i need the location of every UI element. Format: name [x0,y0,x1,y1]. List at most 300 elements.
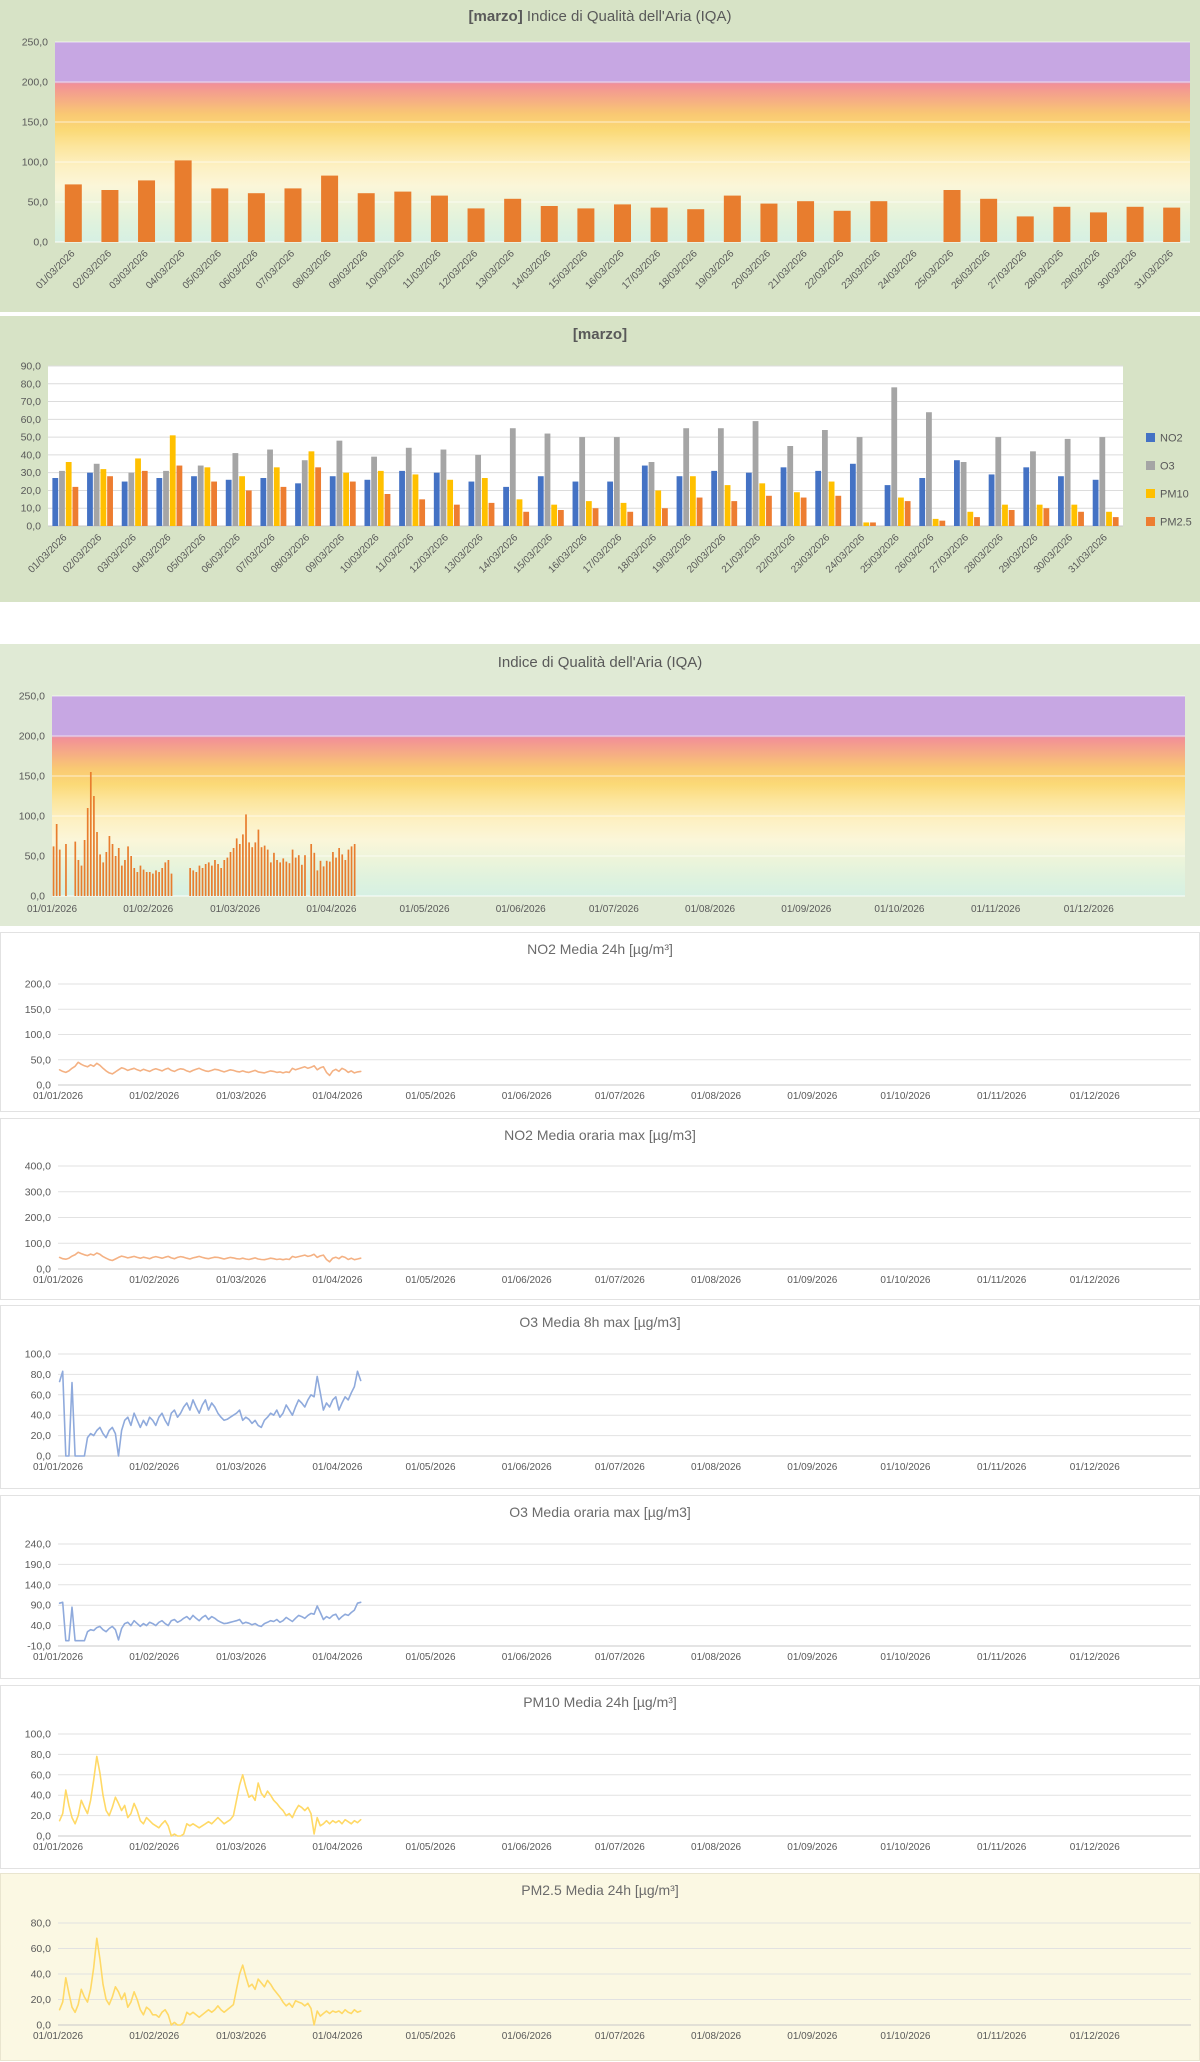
x-axis-date-label: 31/03/2026 [1066,532,1110,576]
x-axis-month-label: 01/06/2026 [501,1652,552,1663]
bar [164,862,166,896]
legend-swatch-pm10 [1146,489,1155,498]
y-axis-tick-label: 0,0 [36,1079,51,1092]
bar-pm2.5 [72,487,78,526]
bar-o3 [441,450,447,526]
bar-pm2.5 [593,508,599,526]
title-text: PM2.5 Media 24h [µg/m³] [521,1882,679,1898]
x-axis-month-label: 01/10/2026 [874,904,925,915]
x-axis-month-label: 01/02/2026 [129,1091,180,1102]
y-axis-tick-label: 60,0 [20,413,41,426]
y-axis-tick-label: 70,0 [20,396,41,409]
bar-pm10 [135,458,141,526]
bar-pm10 [343,473,349,526]
bar [944,190,961,242]
x-axis-date-label: 09/03/2026 [303,532,347,576]
bar-no2 [191,476,197,526]
y-axis-tick-label: 30,0 [20,467,41,480]
bar-pm10 [1002,505,1008,526]
x-axis-month-label: 01/08/2026 [691,1275,742,1286]
y-axis-tick-label: 200,0 [21,76,48,89]
y-axis-tick-label: 40,0 [30,1789,51,1802]
chart-svg-0 [0,0,1200,312]
legend-swatch-o3 [1146,461,1155,470]
x-axis-date-label: 14/03/2026 [510,248,554,292]
x-axis-month-label: 01/12/2026 [1069,1462,1120,1473]
x-axis-date-label: 30/03/2026 [1096,248,1140,292]
bar [254,842,256,896]
y-axis-tick-label: 80,0 [30,1917,51,1930]
chart-svg-6 [1,1496,1200,1680]
x-axis-month-label: 01/03/2026 [216,2031,267,2042]
bar [1017,216,1034,242]
x-axis-month-label: 01/06/2026 [501,1842,552,1853]
x-axis-month-label: 01/03/2026 [216,1091,267,1102]
chart-panel-no2-oraria-max [0,1118,1200,1300]
x-axis-month-label: 01/05/2026 [405,1462,456,1473]
bar-pm2.5 [870,522,876,526]
x-axis-month-label: 01/04/2026 [312,1842,363,1853]
bar [211,188,228,242]
bar-no2 [295,483,301,526]
bar-no2 [815,471,821,526]
x-axis-month-label: 01/09/2026 [787,1091,838,1102]
bar [292,850,294,896]
chart-panel-iqa-year [0,644,1200,926]
title-prefix: [marzo] [572,326,628,343]
bar [227,858,229,896]
bar [258,830,260,896]
bar-pm2.5 [731,501,737,526]
x-axis-month-label: 01/03/2026 [216,1462,267,1473]
y-axis-tick-label: 0,0 [36,1263,51,1276]
y-axis-tick-label: 140,0 [24,1579,51,1592]
title-text: Indice di Qualità dell'Aria (IQA) [522,8,732,25]
x-axis-date-label: 27/03/2026 [927,532,972,576]
bar [341,854,343,896]
bar [289,863,291,896]
x-axis-month-label: 01/10/2026 [880,1091,931,1102]
x-axis-month-label: 01/11/2026 [976,1091,1027,1102]
x-axis-month-label: 01/09/2026 [787,2031,838,2042]
bar [81,866,83,896]
x-axis-month-label: 01/06/2026 [501,1091,552,1102]
x-axis-month-label: 01/10/2026 [880,1652,931,1663]
x-axis-month-label: 01/04/2026 [312,1275,363,1286]
x-axis-month-label: 01/12/2026 [1063,904,1114,915]
y-axis-tick-label: 20,0 [30,1430,51,1443]
bar [78,860,80,896]
x-axis-date-label: 22/03/2026 [803,248,847,292]
bar [189,868,191,896]
y-axis-tick-label: 250,0 [18,690,45,703]
bar [760,204,777,242]
bar [242,834,244,896]
title-prefix: [marzo] [468,8,523,25]
x-axis-month-label: 01/07/2026 [594,1842,645,1853]
bar-no2 [885,485,891,526]
bar [199,866,201,896]
bar [332,852,334,896]
x-axis-date-label: 12/03/2026 [407,532,451,576]
bar [239,844,241,896]
x-axis-date-label: 13/03/2026 [442,532,486,576]
x-axis-date-label: 07/03/2026 [253,248,298,292]
y-axis-tick-label: 90,0 [30,1599,51,1612]
x-axis-date-label: 29/03/2026 [1059,248,1103,292]
x-axis-month-label: 01/11/2026 [976,1462,1027,1473]
x-axis-month-label: 01/08/2026 [685,904,736,915]
x-axis-date-label: 25/03/2026 [912,248,957,292]
pm10-24h-line-chart [1,1686,1199,1868]
y-axis-tick-label: 80,0 [30,1368,51,1381]
x-axis-month-label: 01/04/2026 [312,2031,363,2042]
bar-o3 [232,453,238,526]
x-axis-date-label: 16/03/2026 [583,248,627,292]
bar-pm10 [655,490,661,526]
chart-title-no2-oraria-max [1,1127,1199,1143]
y-axis-tick-label: 50,0 [24,850,45,863]
bar-no2 [503,487,509,526]
legend-swatch-no2 [1146,433,1155,442]
x-axis-month-label: 01/12/2026 [1069,1842,1120,1853]
bar-no2 [364,480,370,526]
bar-no2 [156,478,162,526]
x-axis-date-label: 28/03/2026 [1022,248,1066,292]
x-axis-date-label: 22/03/2026 [754,532,798,576]
bar [93,796,95,896]
iqa-year-bar-chart [0,644,1200,926]
x-axis-date-label: 11/03/2026 [400,248,444,291]
bar [109,836,111,896]
bar [326,861,328,896]
bar-o3 [59,471,65,526]
marzo-pollutants-grouped-bar-chart [0,316,1200,602]
bar [233,848,235,896]
x-axis-month-label: 01/08/2026 [691,1462,742,1473]
bar [65,184,82,242]
y-axis-tick-label: 0,0 [33,236,48,249]
bar-o3 [267,450,273,526]
x-axis-month-label: 01/03/2026 [216,1275,267,1286]
x-axis-date-label: 01/03/2026 [34,248,78,292]
bar-no2 [434,473,440,526]
y-axis-tick-label: 150,0 [21,116,48,129]
bar-o3 [371,457,377,526]
bar [335,858,337,896]
legend-label: PM2.5 [1160,516,1192,529]
bar-no2 [642,466,648,526]
x-axis-date-label: 05/03/2026 [164,532,209,576]
y-axis-tick-label: 60,0 [30,1769,51,1782]
bar [261,847,263,896]
bar [168,860,170,896]
chart-svg-4 [1,1119,1200,1301]
x-axis-month-label: 01/11/2026 [976,1652,1027,1663]
chart-title-iqa-year [0,654,1200,671]
bar [317,870,319,896]
x-axis-month-label: 01/01/2026 [32,1091,84,1102]
bar-pm10 [967,512,973,526]
bar-pm10 [170,435,176,526]
y-axis-tick-label: 150,0 [24,1003,51,1016]
bar-no2 [573,482,579,526]
x-axis-month-label: 01/10/2026 [880,1462,931,1473]
bar [90,772,92,896]
bar-pm2.5 [1009,510,1015,526]
bar-pm2.5 [627,512,633,526]
y-axis-tick-label: 60,0 [30,1943,51,1955]
bar [236,838,238,896]
bar-o3 [857,437,863,526]
y-axis-tick-label: -10,0 [27,1640,51,1653]
x-axis-date-label: 20/03/2026 [685,532,729,576]
iqa-marzo-bar-chart [0,0,1200,312]
bar-no2 [1023,467,1029,526]
x-axis-date-label: 24/03/2026 [823,532,868,576]
bar-pm10 [517,499,523,526]
bar [286,862,288,896]
x-axis-month-label: 01/06/2026 [501,1462,552,1473]
bar [577,208,594,242]
x-axis-month-label: 01/12/2026 [1069,2031,1120,2042]
bar-pm10 [794,492,800,526]
bar [115,856,117,896]
bar-pm2.5 [454,505,460,526]
y-axis-tick-label: 0,0 [36,1830,51,1843]
bar-pm2.5 [523,512,529,526]
bar-pm2.5 [177,466,183,526]
y-axis-tick-label: 80,0 [20,378,41,391]
bar [724,196,741,242]
bar-no2 [781,467,787,526]
bar [313,853,315,896]
x-axis-month-label: 01/04/2026 [312,1652,363,1663]
legend-label: O3 [1160,460,1175,473]
bar [149,872,151,896]
x-axis-month-label: 01/11/2026 [976,1275,1027,1286]
x-axis-date-label: 02/03/2026 [60,532,105,576]
bar [87,808,89,896]
bar [251,847,253,896]
y-axis-tick-label: 100,0 [18,810,45,823]
bar-pm2.5 [1043,508,1049,526]
chart-panel-pm10-24h [0,1685,1200,1869]
bar-pm10 [239,476,245,526]
title-text: O3 Media 8h max [µg/m3] [519,1314,681,1330]
bar-pm2.5 [246,490,252,526]
o3-8h-max-line-chart [1,1306,1199,1488]
y-axis-tick-label: 0,0 [36,1450,51,1463]
x-axis-month-label: 01/03/2026 [216,1652,267,1663]
bar [133,868,135,896]
x-axis-month-label: 01/05/2026 [405,1091,456,1102]
bar [195,872,197,896]
bar [304,855,306,896]
y-axis-tick-label: 0,0 [36,2019,51,2032]
bar [152,874,154,896]
bar [155,870,157,896]
bar [146,872,148,896]
x-axis-month-label: 01/08/2026 [691,1091,742,1102]
y-axis-tick-label: 20,0 [30,1994,51,2006]
y-axis-tick-label: 20,0 [20,484,41,497]
y-axis-tick-label: 40,0 [20,449,41,462]
bar [248,842,250,896]
bar [112,844,114,896]
data-line [60,1756,361,1836]
bar-o3 [579,437,585,526]
bar [171,874,173,896]
x-axis-date-label: 10/03/2026 [338,532,382,576]
y-axis-tick-label: 100,0 [24,1728,51,1741]
bar [651,208,668,242]
bar-o3 [163,471,169,526]
bar-pm10 [378,471,384,526]
chart-svg-7 [1,1686,1200,1870]
bar-pm2.5 [905,501,911,526]
bar-pm2.5 [801,498,807,526]
x-axis-month-label: 01/01/2026 [32,1462,84,1473]
x-axis-date-label: 20/03/2026 [729,248,774,292]
bar [208,862,210,896]
bar-o3 [406,448,412,526]
bar-o3 [94,464,100,526]
bar-no2 [538,476,544,526]
y-axis-tick-label: 200,0 [18,730,45,743]
x-axis-date-label: 30/03/2026 [1031,532,1076,576]
bar [130,856,132,896]
x-axis-date-label: 24/03/2026 [876,248,920,292]
y-axis-tick-label: 80,0 [30,1748,51,1761]
x-axis-month-label: 01/01/2026 [32,1652,84,1663]
bar [1127,207,1144,242]
x-axis-date-label: 29/03/2026 [997,532,1041,576]
bar [298,855,300,896]
bar-pm2.5 [350,482,356,526]
bar-pm10 [933,519,939,526]
bar [158,872,160,896]
bar-no2 [989,474,995,526]
bar-pm10 [482,478,488,526]
bar-no2 [469,482,475,526]
bar [230,852,232,896]
x-axis-month-label: 01/04/2026 [312,1462,363,1473]
bar-o3 [302,460,308,526]
bar-pm2.5 [107,476,113,526]
chart-svg-1 [0,316,1200,602]
bar [273,853,275,896]
bar [321,176,338,242]
x-axis-month-label: 01/09/2026 [781,904,832,915]
title-text: Indice di Qualità dell'Aria (IQA) [497,654,703,671]
x-axis-month-label: 01/12/2026 [1069,1275,1120,1286]
chart-title-pm10-24h [1,1694,1199,1710]
bar [1090,212,1107,242]
bar-pm2.5 [1078,512,1084,526]
bar [74,842,76,896]
bar-pm2.5 [419,499,425,526]
chart-title-o3-8h-max [1,1314,1199,1330]
bar [870,201,887,242]
bar [431,196,448,242]
bar [140,866,142,896]
x-axis-date-label: 15/03/2026 [546,248,591,292]
bar-o3 [1099,437,1105,526]
bar [276,860,278,896]
bar [53,846,55,896]
bar-pm10 [551,505,557,526]
bar [118,848,120,896]
bar [143,870,145,896]
x-axis-date-label: 16/03/2026 [546,532,590,576]
chart-svg-5 [1,1306,1200,1490]
bar-o3 [337,441,343,526]
x-axis-month-label: 01/02/2026 [129,1275,180,1286]
bar-o3 [614,437,620,526]
bar-pm2.5 [281,487,287,526]
bar [56,824,58,896]
x-axis-date-label: 18/03/2026 [615,532,659,576]
chart-svg-8 [1,1874,1200,2062]
bar-no2 [677,476,683,526]
x-axis-month-label: 01/12/2026 [1069,1091,1120,1102]
y-axis-tick-label: 0,0 [26,520,41,533]
bar [301,865,303,896]
y-axis-tick-label: 240,0 [24,1538,51,1551]
x-axis-month-label: 01/07/2026 [594,1652,645,1663]
bar [99,854,101,896]
bar-o3 [198,466,204,526]
x-axis-date-label: 25/03/2026 [858,532,902,576]
x-axis-month-label: 01/09/2026 [787,1842,838,1853]
bar-no2 [711,471,717,526]
legend-swatch-pm2.5 [1146,517,1155,526]
bar [138,180,155,242]
y-axis-tick-label: 190,0 [24,1558,51,1571]
bar [84,840,86,896]
chart-svg-2 [0,644,1200,926]
bar-pm10 [690,476,696,526]
bar-pm10 [204,467,210,526]
y-axis-tick-label: 100,0 [24,1029,51,1041]
x-axis-date-label: 04/03/2026 [144,248,188,292]
x-axis-month-label: 01/11/2026 [976,1842,1027,1853]
bar-no2 [52,478,58,526]
bar-o3 [961,462,967,526]
bar-o3 [475,455,481,526]
legend-label: NO2 [1160,432,1183,445]
y-axis-tick-label: 40,0 [30,1620,51,1633]
bar [105,852,107,896]
x-axis-month-label: 01/10/2026 [880,1842,931,1853]
x-axis-month-label: 01/02/2026 [129,2031,180,2042]
bar [175,160,192,242]
bar-pm10 [309,451,315,526]
x-axis-month-label: 01/05/2026 [405,1842,456,1853]
x-axis-date-label: 23/03/2026 [839,248,883,292]
y-axis-tick-label: 20,0 [30,1810,51,1823]
bar-pm2.5 [142,471,148,526]
bar-no2 [87,473,93,526]
bar-pm10 [898,498,904,526]
x-axis-month-label: 01/08/2026 [691,2031,742,2042]
bar-no2 [330,476,336,526]
x-axis-month-label: 01/03/2026 [216,1842,267,1853]
bar-pm10 [1106,512,1112,526]
x-axis-date-label: 23/03/2026 [789,532,833,576]
bar-pm2.5 [385,494,391,526]
